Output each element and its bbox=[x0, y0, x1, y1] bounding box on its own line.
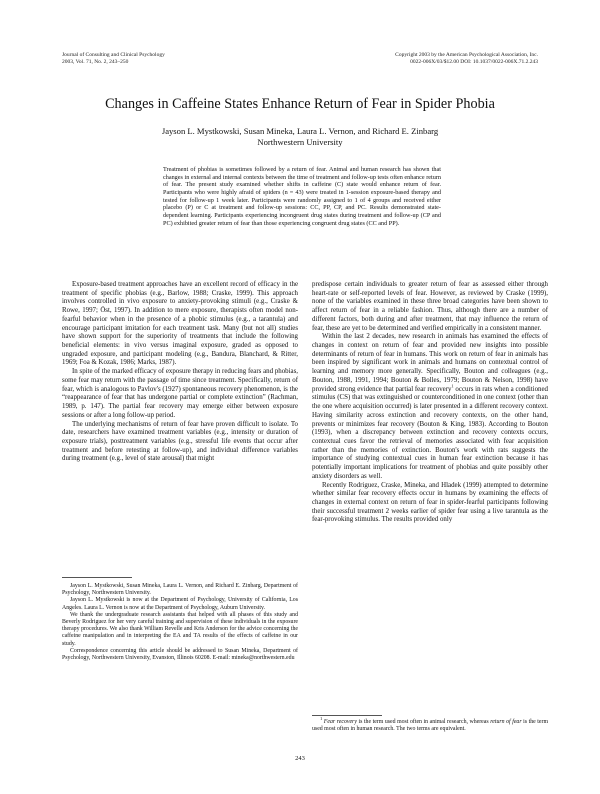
author-list: Jayson L. Mystkowski, Susan Mineka, Laura L. Vernon, and Richard E. Zinbarg bbox=[161, 126, 439, 136]
copyright-notice bbox=[395, 52, 538, 66]
footnote-marker: 1 bbox=[451, 383, 454, 389]
footnote-text: is the term used most often in animal research, whereas bbox=[356, 719, 491, 725]
footnote-number: 1 bbox=[320, 716, 323, 722]
body-paragraph: In spite of the marked efficacy of exposure therapy in reducing fears and phobias, some fear may return with the passage of time since treatment. Specifically, return of fear, which is analogous to Pavlov's (1927) spontaneous recovery phenomenon, is the “reappearance of fear that has undergone partial or complete extinction” (Rachman, 1989, p. 147). The partial fear recovery may emerge either between exposure sessions or after a long follow-up period. bbox=[62, 368, 298, 419]
abstract: Treatment of phobias is sometimes followed by a return of fear. Animal and human research has shown that changes in external and internal contexts between the time of treatment and follow-up tests often enhance return of fear. The present study examined whether shifts in caffeine (C) state would enhance return of fear. Participants who were highly afraid of spiders (n = 43) were treated in 1-session exposure-based therapy and tested for follow-up 1 week later. Participants were randomly assigned to 1 of 4 groups and received either placebo (P) or C at treatment and follow-up sessions: CC, PP, CP, and PC. Results demonstrated state-dependent learning. Participants experiencing incongruent drug states during treatment and follow-up (CP and PC) exhibited greater return of fear than those experiencing congruent drug states (CC and PP). bbox=[163, 166, 441, 227]
body-column-right bbox=[312, 281, 548, 525]
body-text: occurs in rats when a conditioned stimulus (CS) that was extinguished or counterconditioned in one context (other than the one where acquisition occurred) is later presented in a different recovery context. Having similarity across extinction and recovery contexts, on the other hand, prevents or minimizes fear recovery (Bouton & King, 1983). According to Bouton (1993), when a discrepancy between extinction and recovery contexts occurs, contextual cues favor the retrieval of memories associated with fear acquisition rather than the memories of extinction. Bouton's work with rats suggests the importance of studying contextual cues in human fear extinction because it has potentially important implications for treatment of phobias and quite possibly other anxiety disorders as well. bbox=[312, 385, 548, 480]
body-paragraph bbox=[312, 333, 548, 481]
footnotes bbox=[312, 716, 548, 733]
author-note: Jayson L. Mystkowski is now at the Department of Psychology, University of California, Los Angeles. Laura L. Vernon is now at the Department of Psychology, Auburn University. bbox=[62, 597, 298, 611]
affiliation: Northwestern University bbox=[257, 137, 343, 147]
doi-line: 0022-006X/03/$12.00 DOI: 10.1037/0022-006X.71.2.243 bbox=[410, 59, 538, 65]
page-number: 243 bbox=[295, 755, 305, 762]
author-note: We thank the undergraduate research assistants that helped with all phases of this study and Beverly Rodriguez for her very careful training and supervision of these individuals in the exposure therapy procedures. We also thank William Revelle and Kris Anderson for the advice concerning the caffeine manipulation and in interpreting the EA and TA results of the effects of caffeine in our study. bbox=[62, 611, 298, 647]
copyright-line: Copyright 2003 by the American Psychological Association, Inc. bbox=[395, 52, 538, 58]
body-paragraph: predispose certain individuals to greater return of fear as assessed either through heart-rate or self-reported levels of fear. However, as reviewed by Craske (1999), none of the variables examined in these three broad categories have been shown to affect return of fear in a reliable fashion. Thus, although there are a number of different factors, both during and after treatment, that may influence the return of fear, these are yet to be determined and verified empirically in a consistent manner. bbox=[312, 281, 548, 332]
footnote-term: return of fear bbox=[490, 719, 522, 725]
footnote-divider bbox=[62, 577, 132, 578]
journal-volume: 2003, Vol. 71, No. 2, 243–250 bbox=[62, 59, 129, 65]
author-note: Jayson L. Mystkowski, Susan Mineka, Laura L. Vernon, and Richard E. Zinbarg, Department of Psychology, Northwestern University. bbox=[62, 583, 298, 597]
body-column-left bbox=[62, 281, 298, 464]
footnote-text: is the term used most often in human research. The two terms are equivalent. bbox=[312, 719, 548, 733]
author-note: Correspondence concerning this article should be addressed to Susan Mineka, Department of Psychology, Northwestern University, Evanston, Illinois 60208. E-mail: mineka@northwestern.edu bbox=[62, 647, 298, 662]
body-paragraph: The underlying mechanisms of return of fear have proven difficult to isolate. To date, researchers have examined treatment variables (e.g., intensity or duration of exposure trials), posttreatment variables (e.g., stressful life events that occur after treatment and before retesting at follow-up), and individual difference variables during treatment (e.g., level of state arousal) that might bbox=[62, 420, 298, 463]
journal-name: Journal of Consulting and Clinical Psychology bbox=[62, 52, 165, 58]
article-title: Changes in Caffeine States Enhance Return of Fear in Spider Phobia bbox=[105, 96, 495, 112]
author-notes bbox=[62, 583, 298, 662]
body-paragraph: Recently Rodriguez, Craske, Mineka, and Hladek (1999) attempted to determine whether similar fear recovery effects occur in humans by examining the effects of changes in external context on return of fear in spider-fearful participants following their successful treatment 2 weeks earlier of spider fear using a live tarantula as the fear-provoking stimulus. The results provided only bbox=[312, 481, 548, 524]
footnote bbox=[312, 716, 548, 733]
footnote-term: Fear recovery bbox=[323, 719, 357, 725]
body-paragraph: Exposure-based treatment approaches have an excellent record of efficacy in the treatment of specific phobias (e.g., Barlow, 1988; Craske, 1999). This approach involves controlled in vivo exposure to anxiety-provoking stimuli (e.g., Craske & Rowe, 1997; Öst, 1997). In addition to mere exposure, therapists often model non-fearful behavior when in the presence of a phobic stimulus (e.g., a tarantula) and encourage participant imitation for each treatment task. Many (but not all) studies have shown support for the superiority of treatments that include the following beneficial elements: in vivo versus imaginal exposure, graded as opposed to ungraded exposure, and participant modeling (e.g., Bandura, Blanchard, & Ritter, 1969; Foa & Kozak, 1986; Marks, 1987). bbox=[62, 281, 298, 367]
footnote-divider bbox=[312, 715, 382, 716]
body-text: Within the last 2 decades, new research in animals has examined the effects of changes in context on return of fear and provided new insights into possible determinants of return of fear in humans. This work on return of fear in animals has been inspired by significant work in animals and humans on contextual control of learning and memory more generally. Specifically, Bouton and colleagues (e.g., Bouton, 1988, 1991, 1994; Bouton & Bolles, 1979; Bouton & Nelson, 1998) have provided strong evidence that partial fear recovery bbox=[312, 333, 548, 393]
journal-citation bbox=[62, 52, 165, 66]
